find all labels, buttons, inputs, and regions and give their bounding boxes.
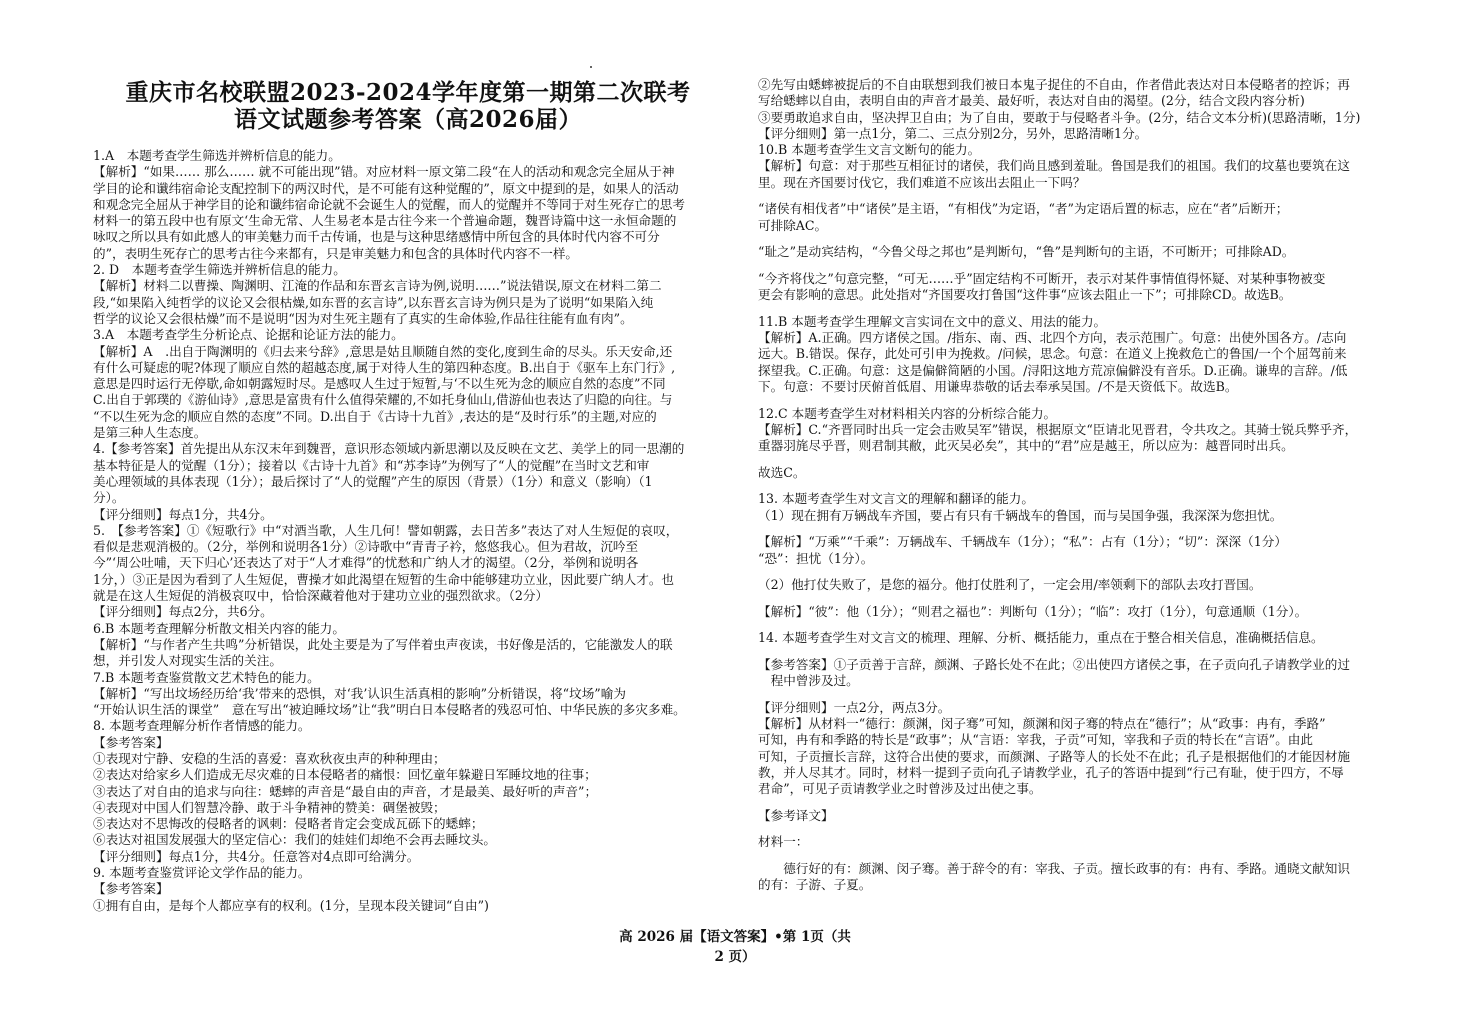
text-line: 10.B 本题考查学生文言文断句的能力。 xyxy=(758,142,981,158)
text-line: 的有：子游、子夏。 xyxy=(758,877,872,893)
text-line: 7.B 本题考查鉴赏散文艺术特色的能力。 xyxy=(93,669,320,685)
text-line: 【参考答案】①子贡善于言辞，颜渊、子路长处不在此；②出使四方诸侯之事，在子贡向孔子请教学业的过 xyxy=(758,656,1350,672)
text-line: 君命”，可见子贡请教学业之时曾涉及过出使之事。 xyxy=(758,781,1042,797)
text-line: ④表现对中国人们智慧冷静、敢于斗争精神的赞美：碉堡被毁； xyxy=(93,799,446,815)
text-line: 探望我。C.正确。句意：这是偏僻简陋的小国。/浔阳这地方荒凉偏僻没有音乐。D.正确。谦卑的言辞。/低 xyxy=(758,362,1348,378)
text-block xyxy=(758,314,1384,395)
text-line: 基本特征是人的觉醒（1分）；接着以《古诗十九首》和“苏李诗”为例写了“人的觉醒”在当时文艺和审 xyxy=(93,457,650,473)
text-line: 【解析】“如果…… 那么…… 就不可能出现”错。对应材料一原文第二段“在人的活动和观念完全屈从于神 xyxy=(93,164,675,180)
text-line: 今”‘周公吐哺，天下归心’还表达了对于“人才难得”的忧愁和广纳人才的渴望。（2分，举例和说明各 xyxy=(93,555,639,571)
text-line: 里。现在齐国要讨伐它，我们难道不应该出去阻止一下吗？ xyxy=(758,174,1086,190)
text-line: 故选C。 xyxy=(758,464,806,480)
text-line: ②先写由蟋蟀被捉后的不自由联想到我们被日本鬼子捉住的不自由，作者借此表达对日本侵略者的控诉；再 xyxy=(758,77,1350,92)
text-line: 有什么可疑虑的呢?体现了顺应自然的超越态度,属于对待人生的第四种态度。B.出自于《驱车上东门行》, xyxy=(93,359,676,375)
text-line: 【解析】“与作者产生共鸣”分析错误，此处主要是为了写伴着虫声夜读，书好像是活的，它能激发人的联 xyxy=(93,636,673,652)
text-line: 分）。 xyxy=(93,490,125,506)
text-line: 【评分细则】一点2分，两点3分。 xyxy=(758,699,951,715)
text-line: ②表达对给家乡人们造成无尽灾难的日本侵略者的痛恨：回忆童年躲避日军睡坟地的往事； xyxy=(93,767,597,783)
text-block xyxy=(758,465,1384,481)
text-line: 13. 本题考查学生对文言文的理解和翻译的能力。 xyxy=(758,491,1034,507)
text-line: 【解析】材料二以曹操、陶渊明、江淹的作品和东晋玄言诗为例,说明……”说法错误,原文在材料二第二 xyxy=(93,278,662,294)
text-block xyxy=(758,244,1384,260)
text-block xyxy=(758,657,1384,690)
text-line: 可排除AC。 xyxy=(758,217,828,233)
right-column xyxy=(758,77,1384,904)
text-block xyxy=(758,201,1384,234)
text-block xyxy=(758,77,1384,191)
text-line: 材料一： xyxy=(758,834,809,850)
text-line: “耻之”是动宾结构，“今鲁父母之邦也”是判断句，“鲁”是判断句的主语，不可断开；可排除AD。 xyxy=(758,244,1295,260)
text-line: “诸侯有相伐者”中“诸侯”是主语，“有相伐”为定语，“者”为定语后置的标志，应在“者”后断开； xyxy=(758,201,1289,217)
text-line: 的”，表明生死存亡的思考古往今来都有，只是审美魅力和包含的具体时代内容不一样。 xyxy=(93,245,579,261)
text-line: 哲学的议论又会很枯燥”而不是说明“因为对生死主题有了真实的生命体验,作品往往能有血有肉”。 xyxy=(93,310,633,326)
text-line: ⑥表达对祖国发展强大的坚定信心：我们的娃娃们却绝不会再去睡坟头。 xyxy=(93,832,496,848)
text-line: 【参考译文】 xyxy=(758,807,834,823)
text-line: 【解析】C.“齐晋同时出兵一定会击败吴军”错误，根据原文“臣请北见晋君，令共攻之。其骑士锐兵弊乎齐， xyxy=(758,421,1358,437)
text-line: 2. D 本题考查学生筛选并辨析信息的能力。 xyxy=(93,262,346,278)
text-block xyxy=(758,630,1384,646)
text-line: 8. 本题考查理解分析作者情感的能力。 xyxy=(93,718,311,734)
text-line: 9. 本题考查鉴赏评论文学作品的能力。 xyxy=(93,865,311,881)
text-line: ③要勇敢追求自由，坚决捍卫自由；为了自由，要敢于与侵略者斗争。(2分，结合文本分析)(思路清晰，1分) xyxy=(758,109,1361,125)
text-line: 和观念完全屈从于神学目的论和谶纬宿命论就不会诞生人的觉醒，而人的觉醒并不等同于对生死存亡的思考 xyxy=(93,196,685,212)
text-line: 5. 【参考答案】①《短歌行》中“对酒当歌，人生几何！譬如朝露，去日苦多”表达了对人生短促的哀叹， xyxy=(93,522,679,538)
text-line: 4.【参考答案】首先提出从东汉末年到魏晋，意识形态领域内新思潮以及反映在文艺、美学上的同一思潮的 xyxy=(93,441,685,457)
text-block xyxy=(758,834,1384,850)
text-line: 想，并引发人对现实生活的关注。 xyxy=(93,653,282,669)
text-line: 咏叹之所以具有如此感人的审美魅力而千古传诵，也是与这种思绪感情中所包含的具体时代内容不可分 xyxy=(93,229,660,245)
text-line: 【解析】从材料一“德行：颜渊，闵子骞”可知，颜渊和闵子骞的特点在“德行”；从“政事：冉有，季路” xyxy=(758,716,1326,732)
text-line: 是第三种人生态度。 xyxy=(93,425,207,441)
scan-dot xyxy=(590,66,592,68)
text-line: 意思是四时运行无停歇,命如朝露短时尽。是感叹人生过于短暂,与‘不以生死为念的顺应自然的态度”不同 xyxy=(93,376,666,392)
text-line: ⑤表达对不思悔改的侵略者的讽刺：侵略者肯定会变成瓦砾下的蟋蟀； xyxy=(93,816,484,832)
text-line: 程中曾涉及过。 xyxy=(758,673,859,689)
text-line: ①拥有自由，是每个人都应享有的权利。(1分，呈现本段关键词“自由”) xyxy=(93,897,489,913)
text-line: （2）他打仗失败了，是您的福分。他打仗胜利了，一定会用/率领剩下的部队去攻打晋国。 xyxy=(758,577,1262,593)
text-block xyxy=(758,406,1384,455)
text-line: 【参考答案】 xyxy=(93,734,169,750)
text-line: “今齐将伐之”句意完整，“可无……乎”固定结构不可断开，表示对某件事情值得怀疑、对某种事物被变 xyxy=(758,270,1326,286)
text-line: 教，并人尽其才。同时，材料一提到子贡向孔子请教学业，孔子的答语中提到“行己有耻，使于四方，不辱 xyxy=(758,764,1344,780)
text-block xyxy=(758,491,1384,524)
text-line: 德行好的有：颜渊、闵子骞。善于辞令的有：宰我、子贡。擅长政事的有：冉有、季路。通晓文献知识 xyxy=(758,861,1350,877)
text-line: 看似是悲观消极的。（2分，举例和说明各1分）②诗歌中“青青子衿，悠悠我心。但为君故，沉吟至 xyxy=(93,539,639,555)
text-line: 14. 本题考查学生对文言文的梳理、理解、分析、概括能力，重点在于整合相关信息，准确概括信息。 xyxy=(758,630,1324,646)
text-line: 1分，）③正是因为看到了人生短促，曹操才如此渴望在短暂的生命中能够建功立业，因此要广纳人才。也 xyxy=(93,571,675,587)
text-line: 【评分细则】每点1分，共4分。 xyxy=(93,506,273,522)
text-line: 【评分细则】每点1分，共4分。任意答对4点即可给满分。 xyxy=(93,848,420,864)
text-block xyxy=(758,534,1384,567)
document-title xyxy=(93,79,723,133)
text-block xyxy=(93,148,721,914)
text-line: 【解析】A.正确。四方诸侯之国。/指东、南、西、北四个方向，表示范围广。句意：出使外国各方。/志向 xyxy=(758,330,1347,346)
text-block xyxy=(758,577,1384,593)
text-line: 【参考答案】 xyxy=(93,881,169,897)
text-line: 11.B 本题考查学生理解文言实词在文中的意义、用法的能力。 xyxy=(758,313,1107,329)
footer-line-1: 高 2026 届【语文答案】•第 1页（共 xyxy=(619,929,851,945)
text-block xyxy=(758,808,1384,824)
left-column xyxy=(93,148,721,924)
text-block xyxy=(758,861,1384,894)
text-line: 【评分细则】第一点1分，第二、三点分别2分，另外，思路清晰1分。 xyxy=(758,125,1148,141)
text-block xyxy=(758,604,1384,620)
text-line: 1.A 本题考查学生筛选并辨析信息的能力。 xyxy=(93,148,341,163)
text-line: 学目的论和谶纬宿命论支配控制下的两汉时代，是不可能有这种觉醒的”，原文中提到的是，如果人的活动 xyxy=(93,180,679,196)
page-footer xyxy=(560,927,910,967)
text-line: 【解析】“写出坟场经历给‘我’带来的恐惧，对‘我’认识生活真相的影响”分析错误，将“坟场”喻为 xyxy=(93,685,626,701)
text-line: 材料一的第五段中也有原文‘生命无常、人生易老本是古往今来一个普遍命题，魏晋诗篇中这一永恒命题的 xyxy=(93,213,677,229)
text-line: “开始认识生活的课堂” 意在写出“被迫睡坟场”让“我”明白日本侵略者的残忍可怕、中华民族的多灾多难。 xyxy=(93,702,686,718)
text-block xyxy=(758,700,1384,798)
text-line: 可知，子贡擅长言辞，这符合出使的要求，而颜渊、子路等人的长处不在此；孔子是根据他们的才能因材施 xyxy=(758,748,1350,764)
text-line: 美心理领域的具体表现（1分）；最后探讨了“人的觉醒”产生的原因（背景）（1分）和意义（影响）（1 xyxy=(93,473,653,489)
text-line: 就是在这人生短促的消极哀叹中，恰恰深藏着他对于建功立业的强烈欲求。（2分） xyxy=(93,588,549,604)
footer-line-2: 2 页） xyxy=(714,949,756,965)
text-line: 【解析】A .出自于陶渊明的《归去来兮辞》,意思是姑且顺随自然的变化,度到生命的尽头。乐天安命,还 xyxy=(93,343,673,359)
text-line: 【解析】“万乘”“千乘”：万辆战车、千辆战车（1分）；“私”：占有（1分）；“切”：深深（1分） xyxy=(758,534,1287,550)
text-line: 【评分细则】每点2分，共6分。 xyxy=(93,604,273,620)
text-line: 段,“如果陷入纯哲学的议论又会很枯燥,如东晋的玄言诗”,以东晋玄言诗为例只是为了说明“如果陷入纯 xyxy=(93,294,654,310)
text-line: 可知，冉有和季路的特长是“政事”；从“言语：宰我，子贡”可知，宰我和子贡的特长在“言语”。由此 xyxy=(758,732,1313,748)
text-block xyxy=(758,271,1384,304)
text-line: ③表达了对自由的追求与向往：蟋蟀的声音是“最自由的声音，才是最美、最好听的声音”； xyxy=(93,783,598,799)
text-line: 6.B 本题考查理解分析散文相关内容的能力。 xyxy=(93,620,345,636)
title-line-1: 重庆市名校联盟2023-2024学年度第一期第二次联考 xyxy=(125,79,691,106)
text-line: C.出自于郭璞的《游仙诗》,意思是富贵有什么值得荣耀的,不如托身仙山,借游仙也表达了归隐的向往。与 xyxy=(93,392,673,408)
text-line: ①表现对宁静、安稳的生活的喜爱：喜欢秋夜虫声的种种理由； xyxy=(93,750,446,766)
text-line: “恐”：担忧（1分）。 xyxy=(758,550,874,566)
text-line: 更会有影响的意思。此处指对“齐国要攻打鲁国“这件事“应该去阻止一下”；可排除CD。故选B。 xyxy=(758,287,1292,303)
text-line: 远大。B.错误。保存，此处可引申为挽救。/问候，思念。句意：在道义上挽救危亡的鲁国/一个个屈驾前来 xyxy=(758,346,1347,362)
text-line: 3.A 本题考查学生分析论点、论据和论证方法的能力。 xyxy=(93,327,404,343)
text-line: 写给蟋蟀以自由，表明自由的声音才最美、最好听，表达对自由的渴望。(2分，结合文段内容分析) xyxy=(758,93,1305,109)
text-line: （1）现在拥有万辆战车齐国，要占有只有千辆战车的鲁国，而与吴国争强，我深深为您担忧。 xyxy=(758,507,1283,523)
text-line: 【解析】“彼”：他（1分）；“则君之福也”：判断句（1分）；“临”：攻打（1分），句意通顺（1分）。 xyxy=(758,603,1308,619)
text-line: 【解析】句意：对于那些互相征讨的诸侯，我们尚且感到羞耻。鲁国是我们的祖国。我们的坟墓也要筑在这 xyxy=(758,158,1350,174)
text-line: 12.C 本题考查学生对材料相关内容的分析综合能力。 xyxy=(758,405,1057,421)
text-line: 重器羽旄尽乎晋，则君制其敝，此灭吴必矣”，其中的“君”应是越王，所以应为：越晋同时出兵。 xyxy=(758,438,1294,454)
text-line: 下。句意：不要讨厌俯首低眉、用谦卑恭敬的话去奉承吴国。/不是天资低下。故选B。 xyxy=(758,378,1238,394)
title-line-2: 语文试题参考答案（高2026届） xyxy=(233,106,582,133)
text-line: “不以生死为念的顺应自然的态度”不同。D.出自于《古诗十九首》,表达的是“及时行乐”的主题,对应的 xyxy=(93,408,657,424)
